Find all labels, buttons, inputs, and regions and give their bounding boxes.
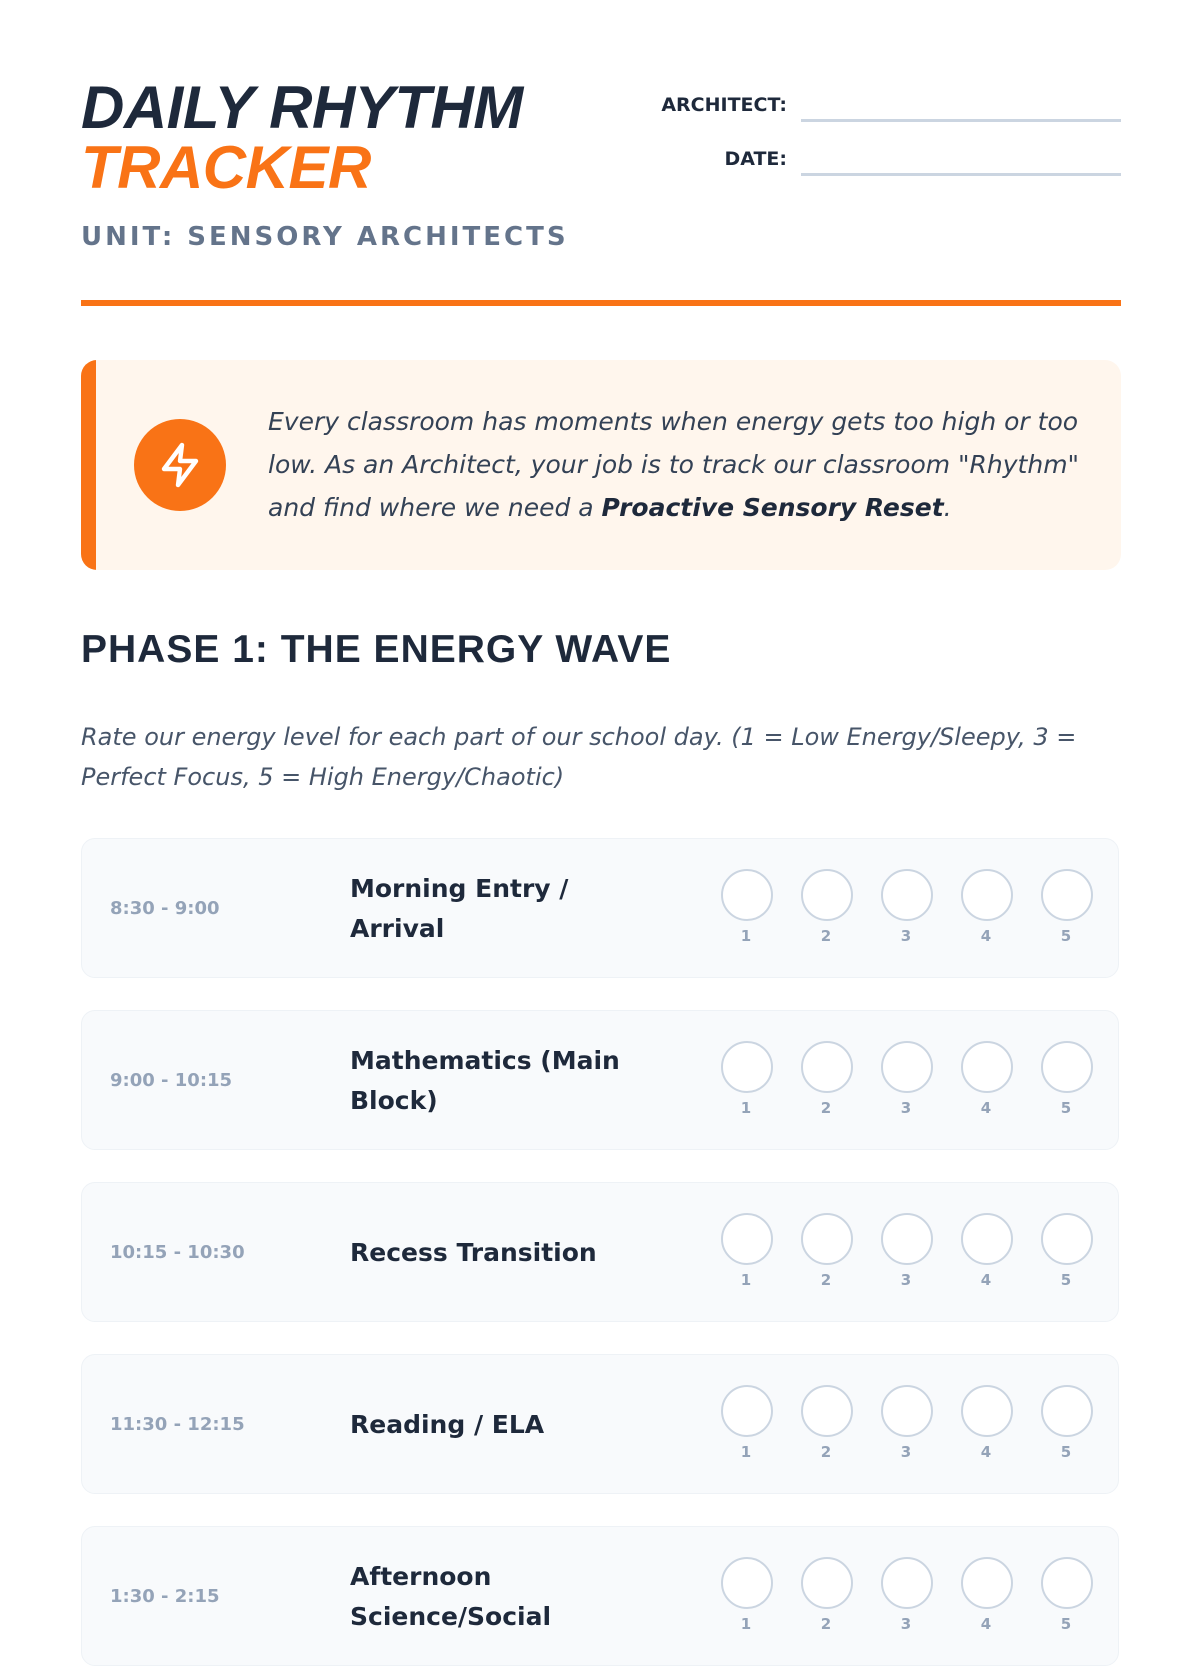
schedule-row <box>81 1354 1119 1494</box>
rating-radio-4[interactable] <box>961 1385 1013 1437</box>
rating-option-3 <box>880 1385 934 1465</box>
rating-option-5 <box>1040 1041 1094 1121</box>
rating-option-3 <box>880 1041 934 1121</box>
rating-radio-3[interactable] <box>881 1041 933 1093</box>
date-input-line[interactable] <box>801 173 1121 176</box>
schedule-row <box>81 838 1119 978</box>
rating-radio-3[interactable] <box>881 1213 933 1265</box>
rating-number-1: 1 <box>740 1271 752 1289</box>
row-time: 8:30 - 9:00 <box>110 898 220 919</box>
architect-label: ARCHITECT: <box>661 94 787 116</box>
rating-number-4: 4 <box>980 1099 992 1117</box>
row-time: 10:15 - 10:30 <box>110 1242 245 1263</box>
rating-number-5: 5 <box>1060 1099 1072 1117</box>
page-title <box>81 74 523 201</box>
rating-radio-4[interactable] <box>961 1213 1013 1265</box>
architect-input-line[interactable] <box>801 119 1121 122</box>
rating-option-2 <box>800 869 854 949</box>
rating-option-5 <box>1040 1213 1094 1293</box>
rating-radio-2[interactable] <box>801 1557 853 1609</box>
rating-number-2: 2 <box>820 1271 832 1289</box>
rating-radio-2[interactable] <box>801 869 853 921</box>
rating-number-2: 2 <box>820 927 832 945</box>
rating-option-2 <box>800 1213 854 1293</box>
rating-number-4: 4 <box>980 1271 992 1289</box>
phase-heading: PHASE 1: THE ENERGY WAVE <box>81 628 672 671</box>
callout-text <box>268 400 1088 529</box>
rating-option-4 <box>960 1041 1014 1121</box>
rating-number-3: 3 <box>900 1615 912 1633</box>
date-field <box>651 138 1121 178</box>
architect-field <box>651 84 1121 124</box>
rating-option-1 <box>720 1041 774 1121</box>
rating-number-3: 3 <box>900 1443 912 1461</box>
title-line-accent: TRACKER <box>81 134 371 201</box>
rating-option-5 <box>1040 869 1094 949</box>
lightning-bolt-icon <box>134 419 226 511</box>
rating-number-5: 5 <box>1060 1615 1072 1633</box>
intro-callout <box>81 360 1121 570</box>
rating-option-2 <box>800 1557 854 1637</box>
schedule-row <box>81 1182 1119 1322</box>
rating-option-3 <box>880 1213 934 1293</box>
rating-option-4 <box>960 869 1014 949</box>
rating-radio-2[interactable] <box>801 1041 853 1093</box>
rating-radio-4[interactable] <box>961 1557 1013 1609</box>
rating-number-4: 4 <box>980 927 992 945</box>
rating-option-5 <box>1040 1385 1094 1465</box>
row-time: 1:30 - 2:15 <box>110 1586 220 1607</box>
rating-option-4 <box>960 1385 1014 1465</box>
row-activity: Morning Entry / Arrival <box>350 874 569 943</box>
row-activity: Recess Transition <box>350 1238 597 1267</box>
row-activity: Afternoon Science/Social <box>350 1562 552 1631</box>
callout-text-emphasis: Proactive Sensory Reset <box>601 493 944 522</box>
row-time: 11:30 - 12:15 <box>110 1414 245 1435</box>
rating-radio-1[interactable] <box>721 869 773 921</box>
worksheet-page <box>81 0 1121 1633</box>
rating-number-1: 1 <box>740 1099 752 1117</box>
rating-radio-5[interactable] <box>1041 1041 1093 1093</box>
rating-radio-4[interactable] <box>961 1041 1013 1093</box>
callout-accent-bar <box>81 360 96 570</box>
rating-radio-3[interactable] <box>881 1557 933 1609</box>
rating-number-2: 2 <box>820 1443 832 1461</box>
rating-number-5: 5 <box>1060 1271 1072 1289</box>
row-time: 9:00 - 10:15 <box>110 1070 233 1091</box>
rating-option-4 <box>960 1557 1014 1637</box>
rating-radio-1[interactable] <box>721 1385 773 1437</box>
row-activity: Mathematics (Main Block) <box>350 1046 620 1115</box>
rating-radio-5[interactable] <box>1041 1557 1093 1609</box>
rating-number-2: 2 <box>820 1099 832 1117</box>
rating-number-1: 1 <box>740 927 752 945</box>
rating-number-3: 3 <box>900 1099 912 1117</box>
rating-number-1: 1 <box>740 1443 752 1461</box>
rating-option-1 <box>720 1385 774 1465</box>
rating-number-1: 1 <box>740 1615 752 1633</box>
schedule-row <box>81 1526 1119 1666</box>
rating-number-3: 3 <box>900 1271 912 1289</box>
rating-option-1 <box>720 869 774 949</box>
callout-text-intro: Every classroom has moments when energy gets too high or too low. As an Architect, your job is to track our classroom "Rhythm" and find where we need a <box>268 407 1080 522</box>
rating-radio-5[interactable] <box>1041 869 1093 921</box>
schedule-row <box>81 1010 1119 1150</box>
rating-radio-3[interactable] <box>881 1385 933 1437</box>
rating-radio-1[interactable] <box>721 1557 773 1609</box>
rating-option-1 <box>720 1557 774 1637</box>
rating-option-2 <box>800 1385 854 1465</box>
rating-radio-1[interactable] <box>721 1213 773 1265</box>
rating-radio-3[interactable] <box>881 869 933 921</box>
rating-number-2: 2 <box>820 1615 832 1633</box>
header <box>81 74 1121 252</box>
rating-radio-4[interactable] <box>961 869 1013 921</box>
phase-instructions: Rate our energy level for each part of our school day. (1 = Low Energy/Sleepy, 3 = Perfect Focus, 5 = High Energy/Chaotic) <box>81 723 1077 791</box>
callout-text-end: . <box>943 493 952 522</box>
title-line-primary: DAILY RHYTHM <box>81 74 523 141</box>
rating-number-5: 5 <box>1060 927 1072 945</box>
rating-radio-1[interactable] <box>721 1041 773 1093</box>
rating-option-3 <box>880 1557 934 1637</box>
rating-radio-5[interactable] <box>1041 1213 1093 1265</box>
rating-option-3 <box>880 869 934 949</box>
unit-subtitle: UNIT: SENSORY ARCHITECTS <box>81 222 569 252</box>
rating-option-2 <box>800 1041 854 1121</box>
rating-option-5 <box>1040 1557 1094 1637</box>
rating-number-4: 4 <box>980 1443 992 1461</box>
rating-radio-5[interactable] <box>1041 1385 1093 1437</box>
rating-number-3: 3 <box>900 927 912 945</box>
row-activity: Reading / ELA <box>350 1410 545 1439</box>
rating-number-5: 5 <box>1060 1443 1072 1461</box>
rating-option-4 <box>960 1213 1014 1293</box>
header-divider <box>81 300 1121 306</box>
rating-radio-2[interactable] <box>801 1385 853 1437</box>
rating-option-1 <box>720 1213 774 1293</box>
rating-radio-2[interactable] <box>801 1213 853 1265</box>
date-label: DATE: <box>724 148 787 170</box>
rating-number-4: 4 <box>980 1615 992 1633</box>
